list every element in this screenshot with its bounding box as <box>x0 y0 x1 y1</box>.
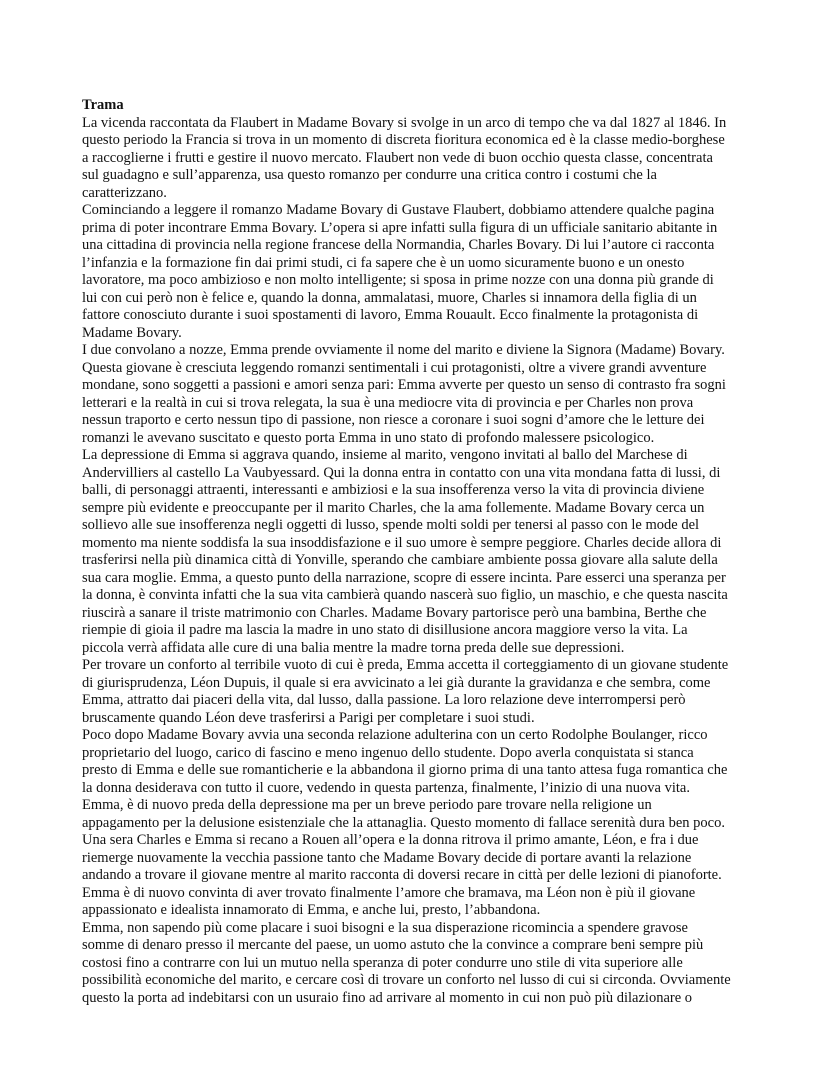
text-line: la donna desiderava con tutto il cuore, vedendo in questa partenza, finalmente, l’inizio di una nuova vita. <box>82 779 690 796</box>
text-line: l’infanzia e la formazione fin dai primi studi, ci fa sapere che è un uomo sicuramente buono e un onesto <box>82 254 685 271</box>
text-line: prima di poter incontrare Emma Bovary. L’opera si apre infatti sulla figura di un ufficiale sanitario abitante in <box>82 219 718 236</box>
text-line: Una sera Charles e Emma si recano a Rouen all’opera e la donna ritrova il primo amante, Léon, e fra i due <box>82 832 699 848</box>
text-line: La depressione di Emma si aggrava quando, insieme al marito, vengono invitati al ballo del Marchese di <box>82 447 688 463</box>
text-line: lavoratore, ma poco ambizioso e non molto intelligente; si sposa in prime nozze con una donna più grande di <box>82 272 714 288</box>
text-line: nessun traporto e certo nessun tipo di passione, non riesce a coronare i suoi sogni d’amore che le letture dei <box>82 412 705 428</box>
text-line: trasferirsi nella più dinamica città di Yonville, sperando che cambiare ambiente possa giovare alla salute della <box>82 552 718 568</box>
text-line: balli, di personaggi attraenti, interessanti e ambiziosi e la sua insofferenza verso la vita di provincia diviene <box>82 482 705 498</box>
text-line: riuscirà a sanare il triste matrimonio con Charles. Madame Bovary partorisce però una bambina, Berthe che <box>82 604 707 621</box>
text-line: questo la porta ad indebitarsi con un usuraio fino ad arrivare al momento in cui non può più dilazionare o <box>82 989 693 1006</box>
text-line: Emma è di nuovo convinta di aver trovato finalmente l’amore che bramava, ma Léon non è più il giovane <box>82 884 696 901</box>
text-line: costosi fino a contrarre con lui un mutuo nella speranza di poter condurre uno stile di vita superiore alle <box>82 954 683 971</box>
text-line: una cittadina di provincia nella regione francese della Normandia, Charles Bovary. Di lui l’autore ci racconta <box>82 237 715 253</box>
text-line: la donna, è convinta infatti che la sua vita cambierà quando nascerà suo figlio, un maschio, e che questa nascita <box>82 587 728 603</box>
paragraph <box>82 727 731 797</box>
text-line: mondane, sono soggetti a passioni e amori senza pari: Emma avverte per questo un senso di contrasto fra sogni <box>82 377 726 393</box>
text-line: Per trovare un conforto al terribile vuoto di cui è preda, Emma accetta il corteggiamento di un giovane studente <box>82 657 729 673</box>
text-line: momento ma niente soddisfa la sua insoddisfazione e il suo umore è sempre peggiore. Charles decide allora di <box>82 534 722 551</box>
paragraph <box>82 797 731 920</box>
text-line: appassionato e idealista innamorato di Emma, e anche lui, presto, l’abbandona. <box>82 902 541 918</box>
text-line: questo periodo la Francia si trova in un momento di discreta fioritura economica ed è la classe medio-borghese <box>82 132 725 148</box>
paragraph <box>82 657 731 727</box>
text-line: sempre più evidente e preoccupante per il marito Charles, che la ama follemente. Madame Bovary cerca un <box>82 499 705 516</box>
text-line: I due convolano a nozze, Emma prende ovviamente il nome del marito e diviene la Signora (Madame) Bovary. <box>82 342 725 358</box>
text-line: piccola verrà affidata alle cure di una balia mentre la madre torna preda delle sue depressioni. <box>82 639 625 656</box>
text-line: presto di Emma e delle sue romanticherie e la abbandona il giorno prima di una tanto attesa fuga romantica che <box>82 762 728 778</box>
text-line: letterari e la realtà in cui si trova relegata, la sua è una mediocre vita di provincia e per Charles non prova <box>82 394 694 411</box>
text-line: possibilità economiche del marito, e cercare così di trovare un conforto nel lusso di cui si circonda. Ovviamente <box>82 972 731 988</box>
text-line: Cominciando a leggere il romanzo Madame Bovary di Gustave Flaubert, dobbiamo attendere qualche pagina <box>82 202 715 218</box>
text-line: proprietario del luogo, carico di fascino e meno ingenuo dello studente. Dopo averla conquistata si stanca <box>82 744 694 761</box>
document-body <box>82 115 731 1008</box>
text-line: La vicenda raccontata da Flaubert in Madame Bovary si svolge in un arco di tempo che va dal 1827 al 1846. In <box>82 114 727 131</box>
text-line: a raccoglierne i frutti e gestire il nuovo mercato. Flaubert non vede di buon occhio questa classe, concentrata <box>82 149 713 166</box>
text-line: Emma, non sapendo più come placare i suoi bisogni e la sua disperazione ricomincia a spendere gravose <box>82 919 688 936</box>
paragraph <box>82 342 731 447</box>
text-line: sua cara moglie. Emma, a questo punto della narrazione, scopre di essere incinta. Pare esserci una speranza per <box>82 569 726 586</box>
paragraph <box>82 115 731 203</box>
text-line: Poco dopo Madame Bovary avvia una seconda relazione adulterina con un certo Rodolphe Boulanger, ricco <box>82 727 708 743</box>
paragraph <box>82 202 731 342</box>
text-line: sollievo alle sue insofferenza negli oggetti di lusso, spende molti soldi per tenersi al passo con le mode del <box>82 517 700 533</box>
text-line: di giurisprudenza, Léon Dupuis, il quale si era avvicinato a lei già durante la gravidanza e che sembra, come <box>82 674 711 691</box>
text-line: fattore conosciuto durante i suoi spostamenti di lavoro, Emma Rouault. Ecco finalmente la protagonista di <box>82 307 699 323</box>
paragraph <box>82 920 731 1008</box>
text-line: appagamento per la delusione esistenziale che la attanaglia. Questo momento di fallace serenità dura ben poco. <box>82 814 725 831</box>
text-line: somme di denaro presso il mercante del paese, un uomo astuto che la convince a comprare beni sempre più <box>82 937 704 953</box>
text-line: Questa giovane è cresciuta leggendo romanzi sentimentali i cui protagonisti, oltre a vivere grandi avventure <box>82 359 707 376</box>
text-line: Andervilliers al castello La Vaubyessard. Qui la donna entra in contatto con una vita mondana fatta di lussi, di <box>82 464 721 481</box>
text-line: lui con cui però non è felice e, quando la donna, ammalatasi, muore, Charles si innamora della figlia di un <box>82 289 697 306</box>
text-line: riempie di gioia il padre ma lascia la madre in uno stato di disillusione ancora maggiore verso la vita. La <box>82 622 688 638</box>
text-line: romanzi le avevano suscitato e questo porta Emma in uno stato di profondo malessere psicologico. <box>82 429 655 446</box>
section-title: Trama <box>82 97 124 113</box>
text-line: Emma, è di nuovo preda della depressione ma per un breve periodo pare trovare nella religione un <box>82 797 652 813</box>
text-line: caratterizzano. <box>82 184 167 201</box>
text-line: andando a trovare il giovane mentre al marito racconta di doversi recare in città per delle lezioni di pianoforte. <box>82 867 722 883</box>
text-line: Madame Bovary. <box>82 324 182 341</box>
text-line: Emma, attratto dai piaceri della vita, dal lusso, dalla passione. La loro relazione deve interrompersi però <box>82 692 686 708</box>
paragraph <box>82 447 731 657</box>
text-line: bruscamente quando Léon deve trasferirsi a Parigi per completare i suoi studi. <box>82 709 535 726</box>
text-line: riemerge nuovamente la vecchia passione tanto che Madame Bovary decide di portare avanti la relazione <box>82 849 692 866</box>
document-page <box>82 97 731 1007</box>
text-line: sul guadagno e sull’apparenza, usa questo romanzo per condurre una critica contro i costumi che la <box>82 167 657 183</box>
